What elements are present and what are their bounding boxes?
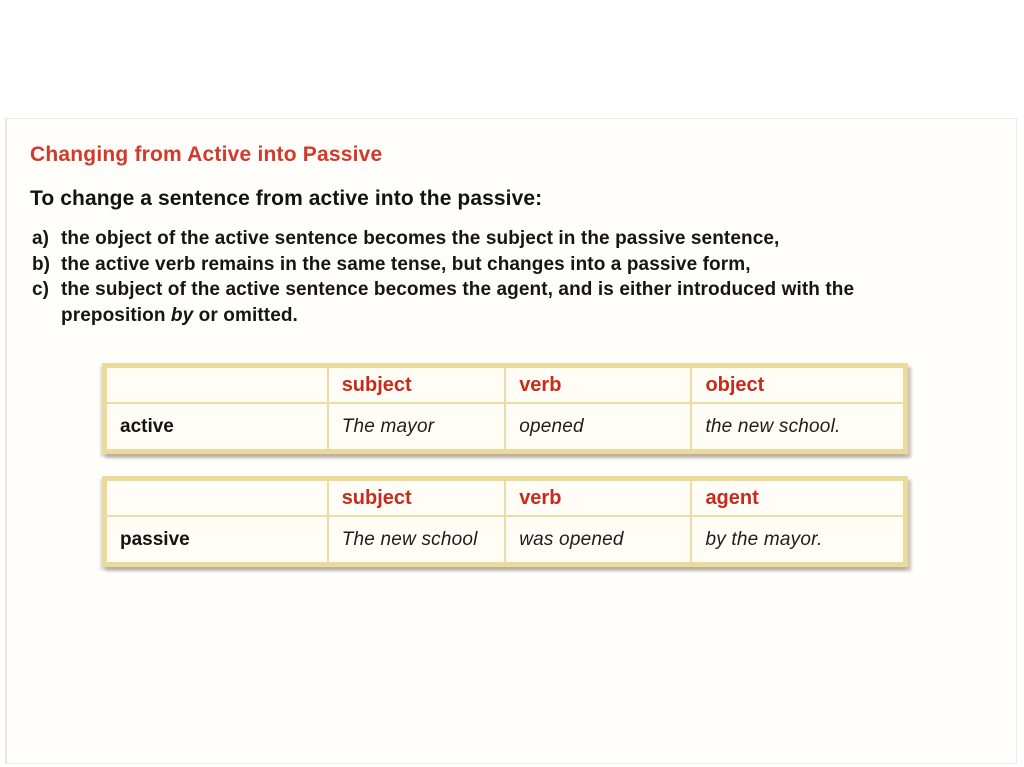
column-header-subject: subject (327, 368, 505, 404)
rules-list (32, 226, 982, 328)
page-title: Changing from Active into Passive (30, 143, 383, 166)
corner-empty-cell (107, 481, 327, 517)
rule-text-line1: the subject of the active sentence becomes the agent, and is either introduced with the (61, 279, 855, 300)
table-row (107, 404, 903, 449)
cell-verb: opened (504, 404, 690, 449)
column-header-agent: agent (690, 481, 903, 517)
cell-agent: by the mayor. (690, 517, 903, 562)
table-header-row (107, 368, 903, 404)
rule-text (61, 277, 982, 328)
row-label-active: active (107, 404, 327, 449)
column-header-verb: verb (504, 368, 690, 404)
cell-object: the new school. (690, 404, 903, 449)
column-header-object: object (690, 368, 903, 404)
cell-verb: was opened (504, 517, 690, 562)
rule-item-b (32, 252, 982, 278)
passive-sentence-table (102, 476, 908, 567)
table-header-row (107, 481, 903, 517)
column-header-subject: subject (327, 481, 505, 517)
active-sentence-table (102, 363, 908, 454)
intro-text: To change a sentence from active into the passive: (30, 187, 543, 210)
rule-text-italic-word: by (170, 304, 194, 326)
rule-label: a) (32, 228, 49, 249)
rule-item-c (32, 277, 982, 328)
rule-label: b) (32, 253, 50, 275)
column-header-verb: verb (504, 481, 690, 517)
corner-empty-cell (107, 368, 327, 404)
rule-text-line2-pre: preposition (61, 304, 171, 326)
cell-subject: The mayor (327, 404, 505, 449)
scanned-textbook-page (5, 118, 1017, 764)
table-row (107, 517, 903, 562)
rule-item-a (32, 226, 982, 252)
rule-text: the object of the active sentence becomes the subject in the passive sentence, (61, 228, 780, 249)
rule-label: c) (32, 279, 49, 300)
row-label-passive: passive (107, 517, 327, 562)
rule-text-line2-post: or omitted. (193, 304, 298, 326)
cell-subject: The new school (327, 517, 505, 562)
rule-text: the active verb remains in the same tense, but changes into a passive form, (61, 253, 751, 275)
